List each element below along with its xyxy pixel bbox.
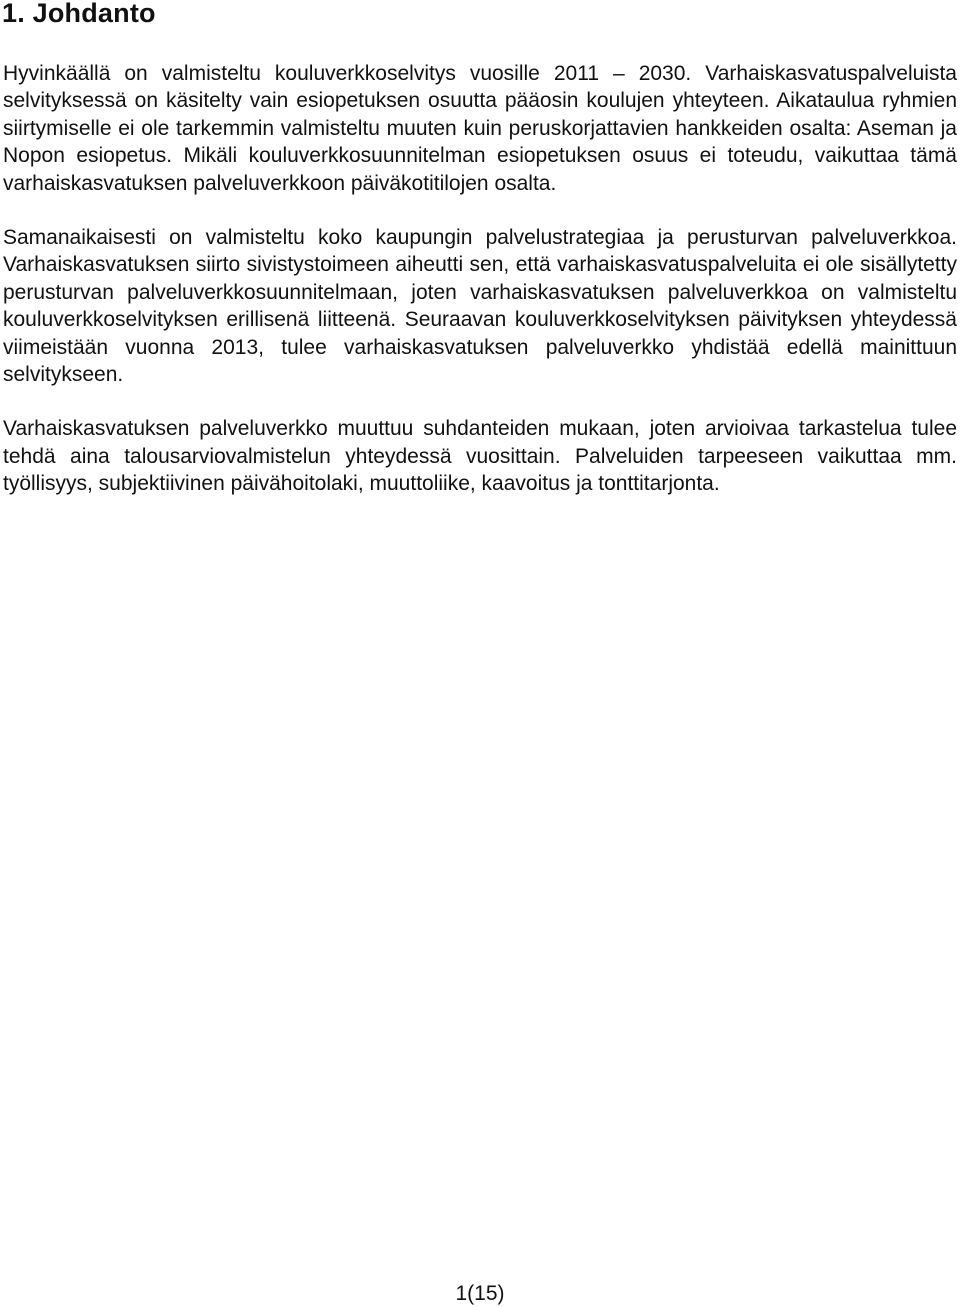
page-number: 1(15) [455,1282,505,1305]
paragraph-1: Hyvinkäällä on valmisteltu kouluverkkoselvitys vuosille 2011 – 2030. Varhaiskasvatuspalveluista selvityksessä on käsitelty vain esiopetuksen osuutta pääosin koulujen yhteyteen. Aikataulua ryhmien siirtymiselle ei ole tarkemmin valmisteltu muuten kuin peruskorjattavien hankkeiden osalta: Aseman ja Nopon esiopetus. Mikäli kouluverkkosuunnitelman esiopetuksen osuus ei toteudu, vaikuttaa tämä varhaiskasvatuksen palveluverkkoon päiväkotitilojen osalta. [3,62,957,195]
paragraph-3: Varhaiskasvatuksen palveluverkko muuttuu suhdanteiden mukaan, joten arvioivaa tarkastelua tulee tehdä aina talousarviovalmistelun yhteydessä vuosittain. Palveluiden tarpeeseen vaikuttaa mm. työllisyys, subjektiivinen päivähoitolaki, muuttoliike, kaavoitus ja tonttitarjonta. [3,417,957,496]
paragraph-2: Samanaikaisesti on valmisteltu koko kaupungin palvelustrategiaa ja perusturvan palveluverkkoa. Varhaiskasvatuksen siirto sivistystoimeen aiheutti sen, että varhaiskasvatuspalveluita ei ole sisällytetty perusturvan palveluverkkosuunnitelmaan, joten varhaiskasvatuksen palveluverkkoa on valmisteltu kouluverkkoselvityksen erillisenä liitteenä. Seuraavan kouluverkkoselvityksen päivityksen yhteydessä viimeistään vuonna 2013, tulee varhaiskasvatuksen palveluverkko yhdistää edellä mainittuun selvitykseen. [3,226,957,387]
section-heading: 1. Johdanto [2,0,156,28]
body-text [3,60,957,525]
